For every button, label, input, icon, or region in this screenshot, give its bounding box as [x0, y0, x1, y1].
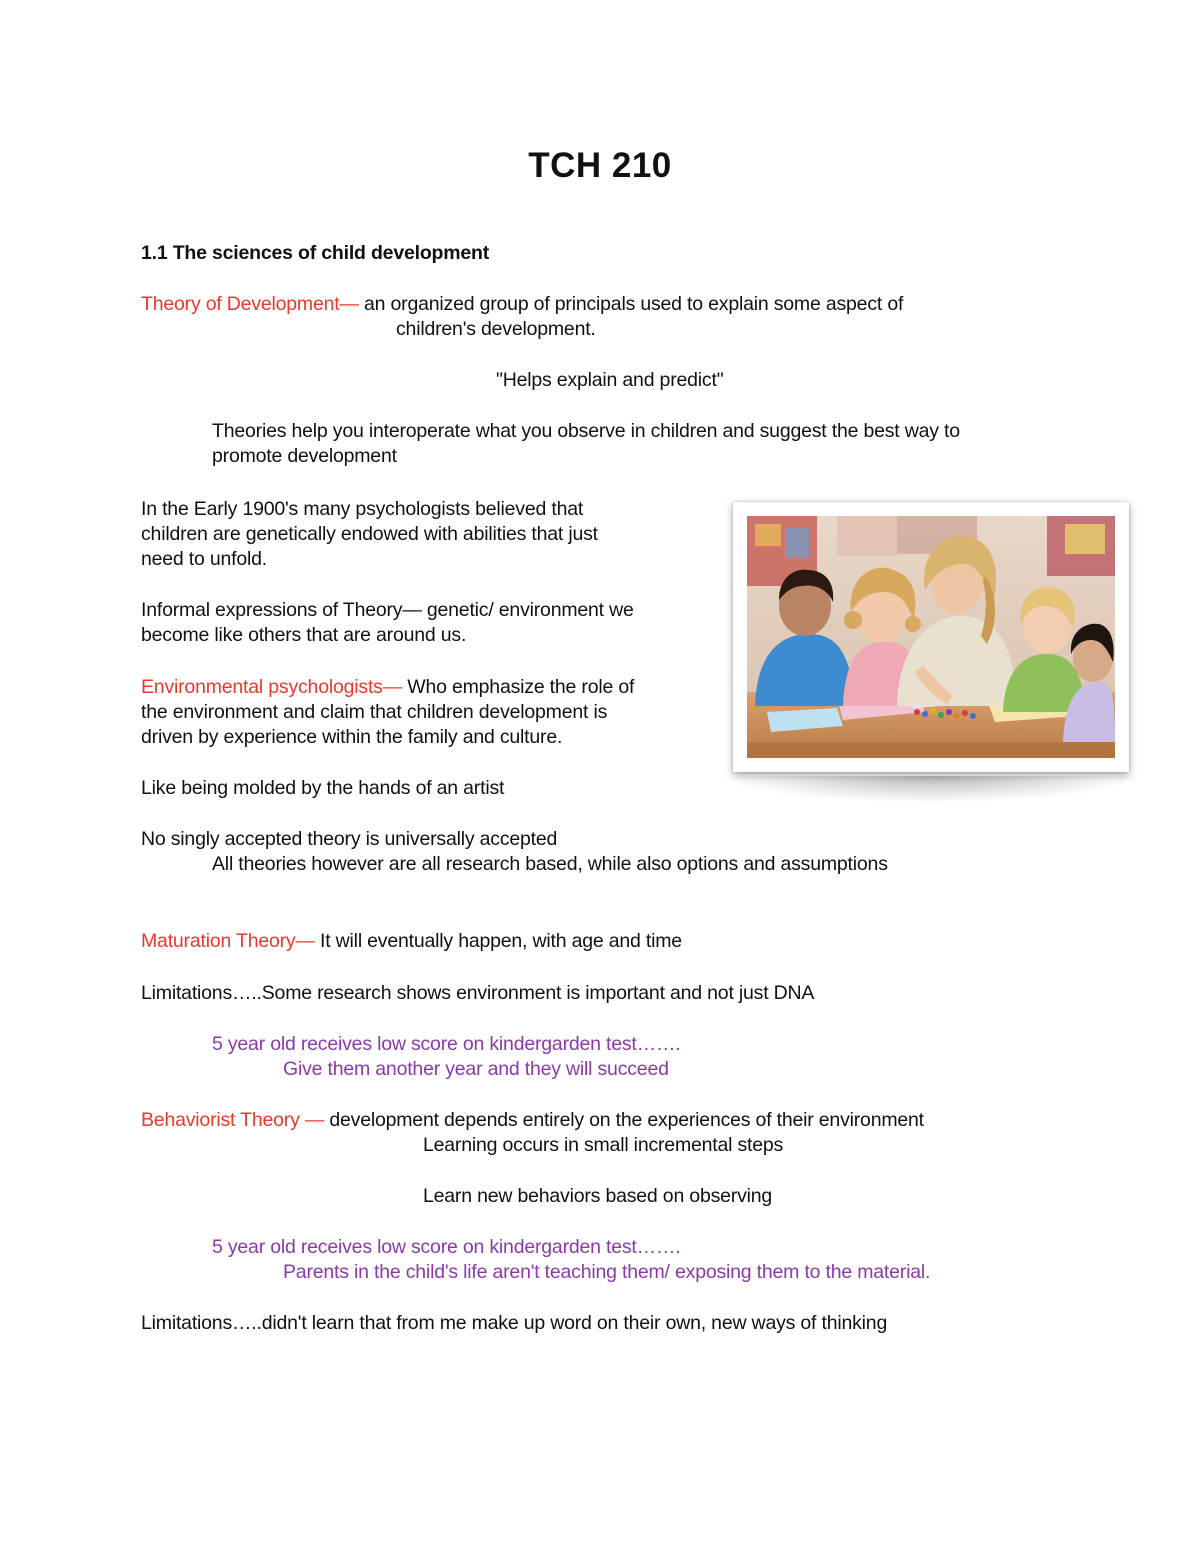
maturation-limitations: Limitations…..Some research shows environment is important and not just DNA	[141, 982, 815, 1004]
maturation-rest: It will eventually happen, with age and time	[314, 930, 682, 952]
behaviorist-line	[141, 1108, 924, 1133]
behaviorist-term: Behaviorist Theory —	[141, 1109, 325, 1131]
behaviorist-rest: development depends entirely on the experiences of their environment	[324, 1109, 924, 1131]
theory-of-development-term: Theory of Development—	[141, 293, 359, 315]
maturation-term: Maturation Theory—	[141, 930, 315, 952]
early-1900s-line2: children are genetically endowed with abilities that just	[141, 523, 598, 545]
environmental-line3: driven by experience within the family and culture.	[141, 726, 563, 748]
artist-line: Like being molded by the hands of an artist	[141, 777, 505, 799]
informal-line1: Informal expressions of Theory— genetic/ environment we	[141, 599, 634, 621]
document-title: TCH 210	[528, 146, 672, 185]
classroom-photo	[733, 502, 1129, 772]
no-single-theory-line2: All theories however are all research based, while also options and assumptions	[212, 853, 888, 875]
early-1900s-line1: In the Early 1900's many psychologists believed that	[141, 498, 584, 520]
behaviorist-point2: Learn new behaviors based on observing	[423, 1185, 773, 1207]
theories-help-line1: Theories help you interoperate what you observe in children and suggest the best way to	[212, 420, 960, 442]
maturation-example-line2: Give them another year and they will succeed	[283, 1058, 669, 1080]
theory-of-development-definition: an organized group of principals used to explain some aspect of	[358, 293, 904, 315]
no-single-theory-line1: No singly accepted theory is universally accepted	[141, 828, 558, 850]
theory-of-development-definition-cont: children's development.	[396, 318, 596, 340]
environmental-term: Environmental psychologists—	[141, 676, 403, 698]
helps-explain-quote: "Helps explain and predict"	[496, 369, 724, 391]
behaviorist-limitations: Limitations…..didn't learn that from me make up word on their own, new ways of thinking	[141, 1312, 888, 1334]
informal-line2: become like others that are around us.	[141, 624, 467, 646]
classroom-photo-image	[747, 516, 1115, 758]
maturation-example-line1: 5 year old receives low score on kindergarden test…….	[212, 1033, 681, 1055]
maturation-line	[141, 929, 682, 954]
theory-of-development-line	[141, 292, 903, 317]
section-heading: 1.1 The sciences of child development	[141, 242, 490, 264]
photo-shadow	[728, 776, 1134, 802]
environmental-line2: the environment and claim that children development is	[141, 701, 608, 723]
early-1900s-line3: need to unfold.	[141, 548, 268, 570]
behaviorist-point1: Learning occurs in small incremental steps	[423, 1134, 784, 1156]
theories-help-line2: promote development	[212, 445, 397, 467]
environmental-line1	[141, 675, 634, 700]
environmental-line1-rest: Who emphasize the role of	[402, 676, 635, 698]
behaviorist-example-line1: 5 year old receives low score on kindergarden test…….	[212, 1236, 681, 1258]
behaviorist-example-line2: Parents in the child's life aren't teaching them/ exposing them to the material.	[283, 1261, 931, 1283]
